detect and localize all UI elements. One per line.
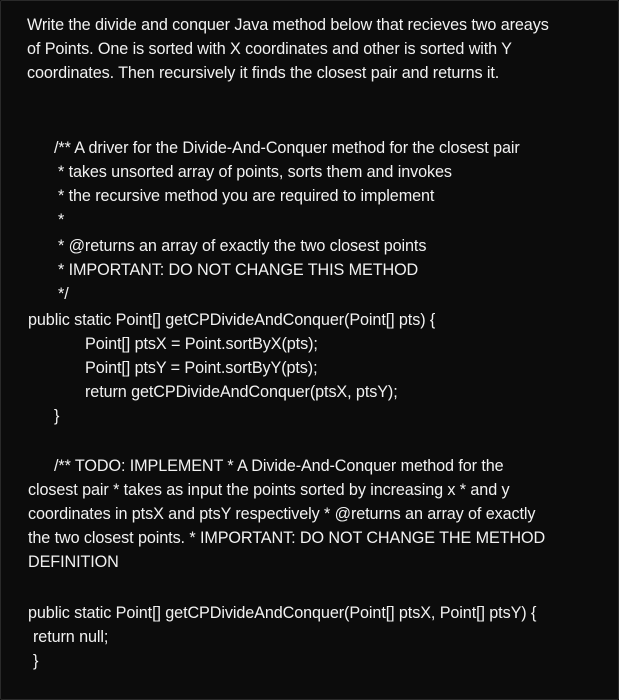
todo-comment-line-1: /** TODO: IMPLEMENT * A Divide-And-Conquer method for the bbox=[54, 457, 504, 475]
driver-comment-line-6: * IMPORTANT: DO NOT CHANGE THIS METHOD bbox=[58, 261, 419, 279]
todo-comment-line-5: DEFINITION bbox=[28, 553, 119, 571]
todo-comment-line-4: the two closest points. * IMPORTANT: DO NOT CHANGE THE METHOD bbox=[28, 529, 546, 547]
driver-method-line-2: Point[] ptsY = Point.sortByY(pts); bbox=[85, 359, 318, 377]
driver-comment-line-7: */ bbox=[58, 285, 69, 303]
driver-method-signature: public static Point[] getCPDivideAndConquer(Point[] pts) { bbox=[28, 311, 436, 329]
driver-method-line-3: return getCPDivideAndConquer(ptsX, ptsY); bbox=[85, 383, 398, 401]
driver-comment-line-4: * bbox=[58, 211, 65, 229]
driver-comment-line-5: * @returns an array of exactly the two closest points bbox=[58, 237, 427, 255]
todo-method-body: return null; bbox=[33, 628, 109, 646]
todo-comment-line-2: closest pair * takes as input the points sorted by increasing x * and y bbox=[28, 481, 510, 499]
todo-comment-line-3: coordinates in ptsX and ptsY respectively * @returns an array of exactly bbox=[28, 505, 536, 523]
todo-method-close-brace: } bbox=[33, 652, 39, 670]
driver-comment-line-3: * the recursive method you are required to implement bbox=[58, 187, 435, 205]
driver-method-line-1: Point[] ptsX = Point.sortByX(pts); bbox=[85, 335, 318, 353]
question-line-2: of Points. One is sorted with X coordinates and other is sorted with Y bbox=[27, 40, 512, 58]
question-line-3: coordinates. Then recursively it finds the closest pair and returns it. bbox=[27, 64, 500, 82]
todo-method-signature: public static Point[] getCPDivideAndConquer(Point[] ptsX, Point[] ptsY) { bbox=[28, 604, 537, 622]
driver-comment-line-1: /** A driver for the Divide-And-Conquer method for the closest pair bbox=[54, 139, 520, 157]
driver-method-close-brace: } bbox=[54, 407, 60, 425]
question-line-1: Write the divide and conquer Java method below that recieves two areays bbox=[27, 16, 549, 34]
driver-comment-line-2: * takes unsorted array of points, sorts them and invokes bbox=[58, 163, 452, 181]
